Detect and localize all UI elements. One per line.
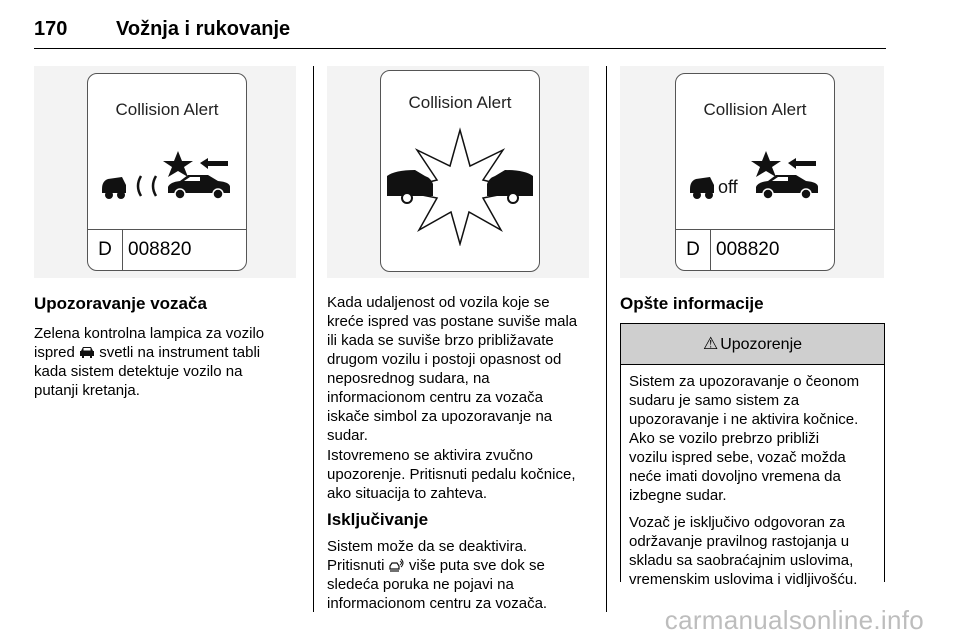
middle-paragraph-3 <box>327 537 599 613</box>
panel-code-row <box>88 229 246 270</box>
text-line: putanji kretanja. <box>34 382 140 399</box>
text-line: drugom vozilu i postoji opasnost od <box>327 351 562 368</box>
car-icon <box>168 175 230 199</box>
text-fragment: više puta sve dok se <box>408 557 545 574</box>
text-line: ako situacija to zahteva. <box>327 485 488 502</box>
section-heading-upozoravanje: Upozoravanje vozača <box>34 294 207 313</box>
page-number: 170 <box>34 18 68 40</box>
text-line: iskače simbol za upozoravanje na <box>327 408 553 425</box>
text-line: neposrednog sudara, na <box>327 370 490 387</box>
text-line: Ako se vozilo prebrzo približi <box>629 430 820 447</box>
column-divider-2 <box>606 66 607 612</box>
sound-waves-icon <box>138 176 156 196</box>
header-rule <box>34 48 886 49</box>
text-line: Zelena kontrolna lampica za vozilo <box>34 325 265 342</box>
middle-paragraph-2 <box>327 446 599 503</box>
text-line: kada sistem detektuje vozilo na <box>34 363 243 380</box>
text-line: ili kada se suviše brzo približavate <box>327 332 554 349</box>
page-title: Vožnja i rukovanje <box>116 18 291 40</box>
text-line: informacionom centru za vozača <box>327 389 543 406</box>
text-line: vozilu ispred sebe, vozač možda <box>629 449 846 466</box>
section-heading-opste-informacije: Opšte informacije <box>620 294 764 313</box>
left-paragraph <box>34 324 304 400</box>
text-line: Sistem za upozoravanje o čeonom <box>629 373 860 390</box>
text-line: skladu sa saobraćajnim uslovima, <box>629 552 854 569</box>
collision-alert-panel-3 <box>675 73 835 271</box>
text-line: izbegne sudar. <box>629 487 727 504</box>
car-ahead-icon <box>102 177 126 199</box>
text-fragment: Pritisnuti <box>327 557 385 574</box>
text-line: Sistem može da se deaktivira. <box>327 538 528 555</box>
collision-alert-icons-1 <box>96 149 241 209</box>
star-icon <box>163 151 193 177</box>
collision-burst-graphic <box>385 126 535 246</box>
text-line <box>327 556 599 575</box>
collision-alert-panel-2 <box>380 70 540 272</box>
vehicle-ahead-icon <box>79 345 95 359</box>
watermark: carmanualsonline.info <box>664 605 924 635</box>
middle-paragraph-1 <box>327 293 599 445</box>
collision-alert-button-icon <box>389 558 405 572</box>
collision-alert-icons-3 <box>684 149 829 209</box>
warning-paragraph-2 <box>629 513 881 589</box>
text-line: sledeća poruka ne pojavi na <box>327 576 514 593</box>
warning-triangle-icon: ⚠ <box>702 334 719 353</box>
text-line: upozoravanje i ne aktivira kočnice. <box>629 411 859 428</box>
text-line: kreće ispred vas postane suviše mala <box>327 313 578 330</box>
arrow-left-icon <box>788 158 816 169</box>
panel-title: Collision Alert <box>703 100 807 119</box>
column-divider-1 <box>313 66 314 612</box>
code-letter: D <box>676 230 711 270</box>
text-line: sudaru je samo sistem za <box>629 392 800 409</box>
star-icon <box>751 151 781 177</box>
code-number: 008820 <box>716 239 780 260</box>
text-fragment: ispred <box>34 344 75 361</box>
text-line: vremenskim uslovima i vidljivošću. <box>629 571 858 588</box>
text-line: održavanje pravilnog rastojanja u <box>629 533 850 550</box>
code-letter: D <box>88 230 123 270</box>
text-line: informacionom centru za vozača. <box>327 595 548 612</box>
section-heading-iskljucivanje: Isključivanje <box>327 510 429 529</box>
off-label: off <box>718 177 738 197</box>
car-ahead-icon <box>690 177 714 199</box>
warning-title: Upozorenje <box>720 336 803 353</box>
panel-title: Collision Alert <box>408 93 512 112</box>
warning-paragraph-1 <box>629 372 881 505</box>
panel-code-row <box>676 229 834 270</box>
warning-body <box>629 372 881 597</box>
text-line <box>34 343 304 362</box>
text-line: sudar. <box>327 427 368 444</box>
text-line: Istovremeno se aktivira zvučno <box>327 447 533 464</box>
text-line: neće imati dovoljno vremena da <box>629 468 841 485</box>
figure-1 <box>34 66 296 278</box>
figure-2 <box>327 66 589 278</box>
collision-alert-panel-1 <box>87 73 247 271</box>
code-number: 008820 <box>128 239 192 260</box>
car-icon <box>756 175 818 199</box>
panel-title: Collision Alert <box>115 100 219 119</box>
arrow-left-icon <box>200 158 228 169</box>
text-line: Kada udaljenost od vozila koje se <box>327 294 550 311</box>
text-line: upozorenje. Pritisnuti pedalu kočnice, <box>327 466 576 483</box>
warning-header <box>621 324 884 365</box>
text-fragment: svetli na instrument tabli <box>99 344 261 361</box>
figure-3 <box>620 66 884 278</box>
text-line: Vozač je isključivo odgovoran za <box>629 514 845 531</box>
warning-box <box>620 323 885 588</box>
